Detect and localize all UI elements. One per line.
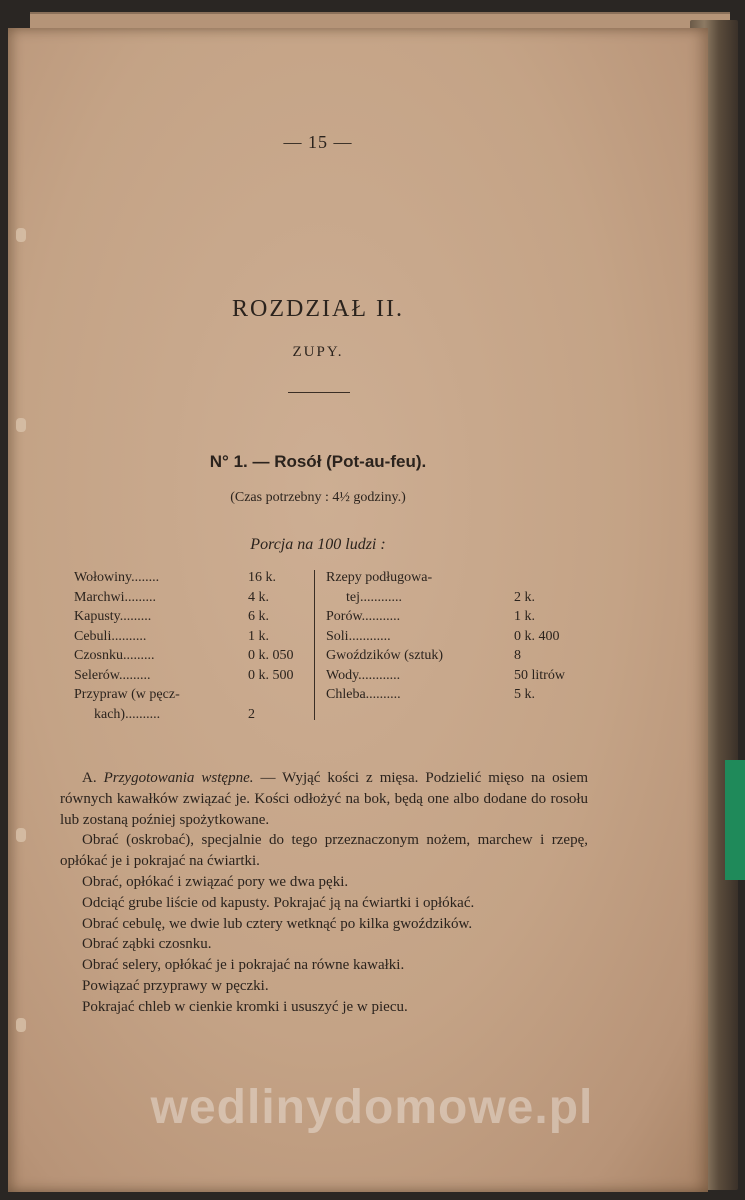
ingredient-row — [74, 705, 310, 725]
instruction-paragraph: Obrać, opłókać i związać pory we dwa pęki. — [82, 873, 349, 890]
instruction-text: — Wyjąć kości z mięsa. Podzielić mięso na osiem równych kawałków związać je. Kości odłożyć na bok, będą one albo dodane do rosołu lub zostaną poźniej spożytkowane. — [60, 770, 588, 828]
chapter-subtitle: ZUPY. — [292, 344, 344, 360]
ingredient-amount: 8 — [514, 648, 521, 663]
watermark: wedlinydomowe.pl — [150, 1081, 594, 1134]
ingredient-amount: 0 k. 050 — [248, 648, 294, 663]
instruction-paragraph: Obrać cebulę, we dwie lub cztery wetknąć po kilka gwoździków. — [82, 915, 473, 932]
ingredient-amount: 6 k. — [248, 609, 269, 624]
ingredient-row — [74, 646, 310, 666]
ingredient-name: Cebuli.......... — [74, 628, 147, 644]
ingredient-amount: 0 k. 400 — [514, 628, 560, 644]
instruction-paragraph: Powiązać przyprawy w pęczki. — [82, 977, 269, 994]
ingredient-row — [326, 685, 576, 705]
ingredient-name: Przypraw (w pęcz- — [74, 687, 180, 702]
instruction-paragraph: Obrać (oskrobać), specjalnie do tego przeznaczonym nożem, marchew i rzepę, opłókać je i pokrajać na ćwiartki. — [60, 832, 588, 870]
ingredient-amount: 5 k. — [514, 687, 535, 702]
instruction-paragraph: Obrać selery, opłókać je i pokrajać na równe kawałki. — [82, 957, 405, 974]
ingredient-name: Soli............ — [326, 628, 391, 644]
section-heading: Przygotowania wstępne. — [103, 770, 254, 786]
binding-stitch — [16, 1018, 26, 1032]
ingredient-amount: 2 k. — [514, 589, 535, 605]
ingredient-name: Rzepy podługowa- — [326, 570, 433, 585]
ingredient-name: Gwoździków (sztuk) — [326, 648, 444, 663]
ingredient-row — [326, 646, 576, 666]
ingredient-name: Selerów......... — [74, 667, 151, 683]
ingredient-name: kach).......... — [94, 706, 161, 722]
ingredient-amount: 0 k. 500 — [248, 667, 294, 683]
ingredient-amount: 2 — [248, 706, 255, 722]
ingredient-amount: 16 k. — [248, 570, 276, 585]
ingredient-row — [326, 666, 576, 686]
ingredient-amount — [248, 685, 310, 705]
recipe-title: N° 1. — Rosół (Pot-au-feu). — [209, 452, 427, 471]
ingredient-row — [74, 607, 310, 627]
ingredient-amount: 4 k. — [248, 589, 269, 605]
ingredient-row — [326, 607, 576, 627]
instruction-paragraph — [60, 768, 588, 830]
chapter-title: ROZDZIAŁ II. — [232, 296, 404, 322]
ingredient-row — [74, 588, 310, 608]
portion-heading: Porcja na 100 ludzi : — [250, 536, 386, 553]
section-letter: A. — [82, 770, 97, 786]
recipe-time: (Czas potrzebny : 4½ godziny.) — [230, 490, 406, 505]
ingredients-divider — [314, 570, 315, 720]
instruction-paragraph: Pokrajać chleb w cienkie kromki i ususzyć je w piecu. — [82, 998, 408, 1015]
ingredient-name: Wody............ — [326, 667, 401, 683]
title-divider — [288, 392, 350, 393]
recipe-instructions — [60, 768, 588, 1018]
ingredients-left-column — [74, 568, 310, 724]
ingredient-row — [326, 588, 576, 608]
ingredient-row — [326, 627, 576, 647]
ingredient-amount — [514, 568, 576, 588]
ingredient-name: Porów........... — [326, 609, 401, 624]
ingredient-row — [326, 568, 576, 588]
ingredient-amount: 1 k. — [514, 609, 535, 624]
book-page — [8, 28, 708, 1192]
instruction-paragraph: Obrać ząbki czosnku. — [82, 936, 212, 953]
binding-stitch — [16, 228, 26, 242]
ingredient-amount: 1 k. — [248, 628, 269, 644]
ingredient-row — [74, 666, 310, 686]
ingredient-name: tej............ — [346, 589, 402, 605]
ingredient-amount: 50 litrów — [514, 667, 565, 683]
binding-stitch — [16, 418, 26, 432]
binding-stitch — [16, 828, 26, 842]
ingredient-row — [74, 685, 310, 705]
ingredient-name: Marchwi......... — [74, 589, 157, 605]
bookmark-strip — [725, 760, 745, 880]
ingredients-right-column — [326, 568, 576, 705]
ingredient-name: Kapusty......... — [74, 609, 152, 624]
ingredient-row — [74, 627, 310, 647]
ingredient-name: Czosnku......... — [74, 648, 155, 663]
page-number: — 15 — — [283, 132, 353, 152]
ingredient-row — [74, 568, 310, 588]
instruction-paragraph: Odciąć grube liście od kapusty. Pokrajać ją na ćwiartki i opłókać. — [82, 894, 475, 911]
ingredient-name: Wołowiny........ — [74, 570, 160, 585]
ingredient-name: Chleba.......... — [326, 687, 401, 702]
